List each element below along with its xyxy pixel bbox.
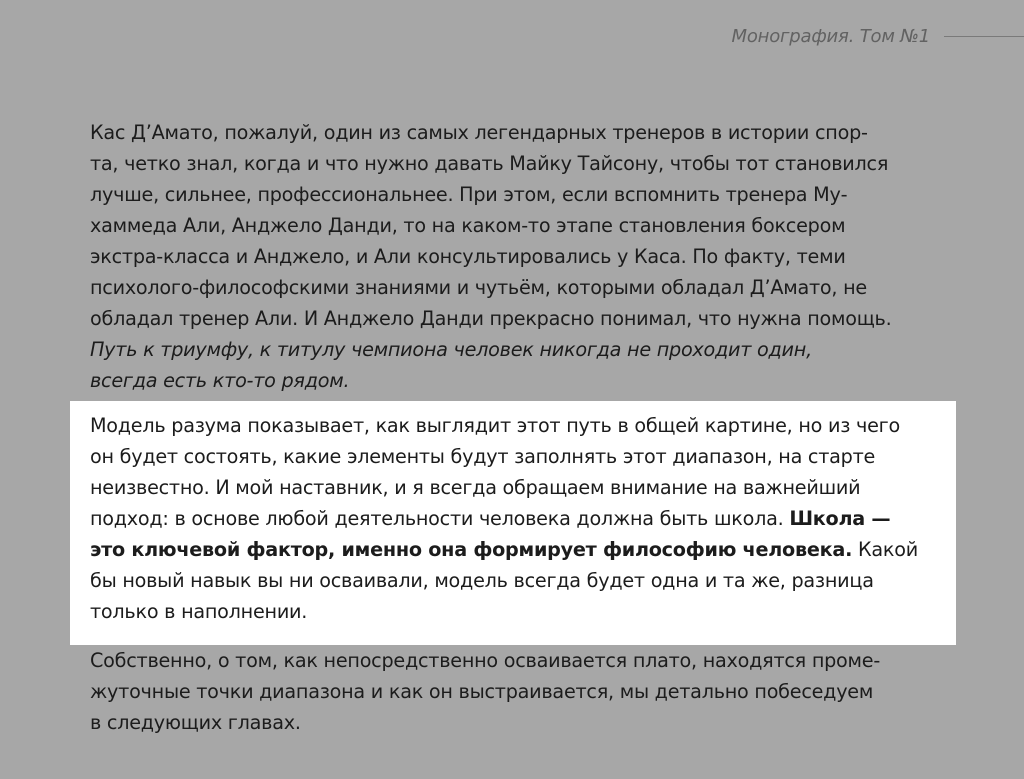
text-segment: подход: в основе любой деятельности человека должна быть школа. [90, 507, 790, 530]
text-line: в следующих главах. [90, 711, 301, 734]
text-line: экстра-класса и Анджело, и Али консультировались у Каса. По факту, теми [90, 245, 846, 268]
text-line: хаммеда Али, Анджело Данди, то на каком-то этапе становления боксером [90, 214, 846, 237]
italic-line: всегда есть кто-то рядом. [90, 369, 350, 392]
text-line: Модель разума показывает, как выглядит этот путь в общей картине, но из чего [90, 414, 900, 437]
paragraph-3 [90, 645, 932, 738]
italic-line: Путь к триумфу, к титулу чемпиона человек никогда не проходит один, [90, 338, 812, 361]
paragraph-1 [90, 117, 932, 396]
text-segment: Какой [852, 538, 918, 561]
text-line: Кас Д’Амато, пожалуй, один из самых легендарных тренеров в истории спор- [90, 121, 868, 144]
text-line: лучше, сильнее, профессиональнее. При этом, если вспомнить тренера Му- [90, 183, 848, 206]
text-line: только в наполнении. [90, 600, 308, 623]
text-line: обладал тренер Али. И Анджело Данди прекрасно понимал, что нужна помощь. [90, 307, 892, 330]
text-line: он будет состоять, какие элементы будут заполнять этот диапазон, на старте [90, 445, 876, 468]
header-title: Монография. Том №1 [731, 26, 930, 47]
header-rule [944, 36, 1024, 37]
text-line: психолого-философскими знаниями и чутьём, которыми обладал Д’Амато, не [90, 276, 867, 299]
text-line: жуточные точки диапазона и как он выстраивается, мы детально побеседуем [90, 680, 874, 703]
paragraph-2-highlighted [90, 410, 932, 627]
text-line [90, 534, 932, 565]
text-line: бы новый навык вы ни осваивали, модель всегда будет одна и та же, разница [90, 569, 874, 592]
text-line [90, 503, 932, 534]
running-header [732, 26, 1024, 47]
text-line: Собственно, о том, как непосредственно осваивается плато, находятся проме- [90, 649, 880, 672]
bold-segment: это ключевой фактор, именно она формирует философию человека. [90, 538, 853, 561]
text-line: та, четко знал, когда и что нужно давать Майку Тайсону, чтобы тот становился [90, 152, 889, 175]
bold-segment: Школа — [789, 507, 891, 530]
text-line: неизвестно. И мой наставник, и я всегда обращаем внимание на важнейший [90, 476, 861, 499]
